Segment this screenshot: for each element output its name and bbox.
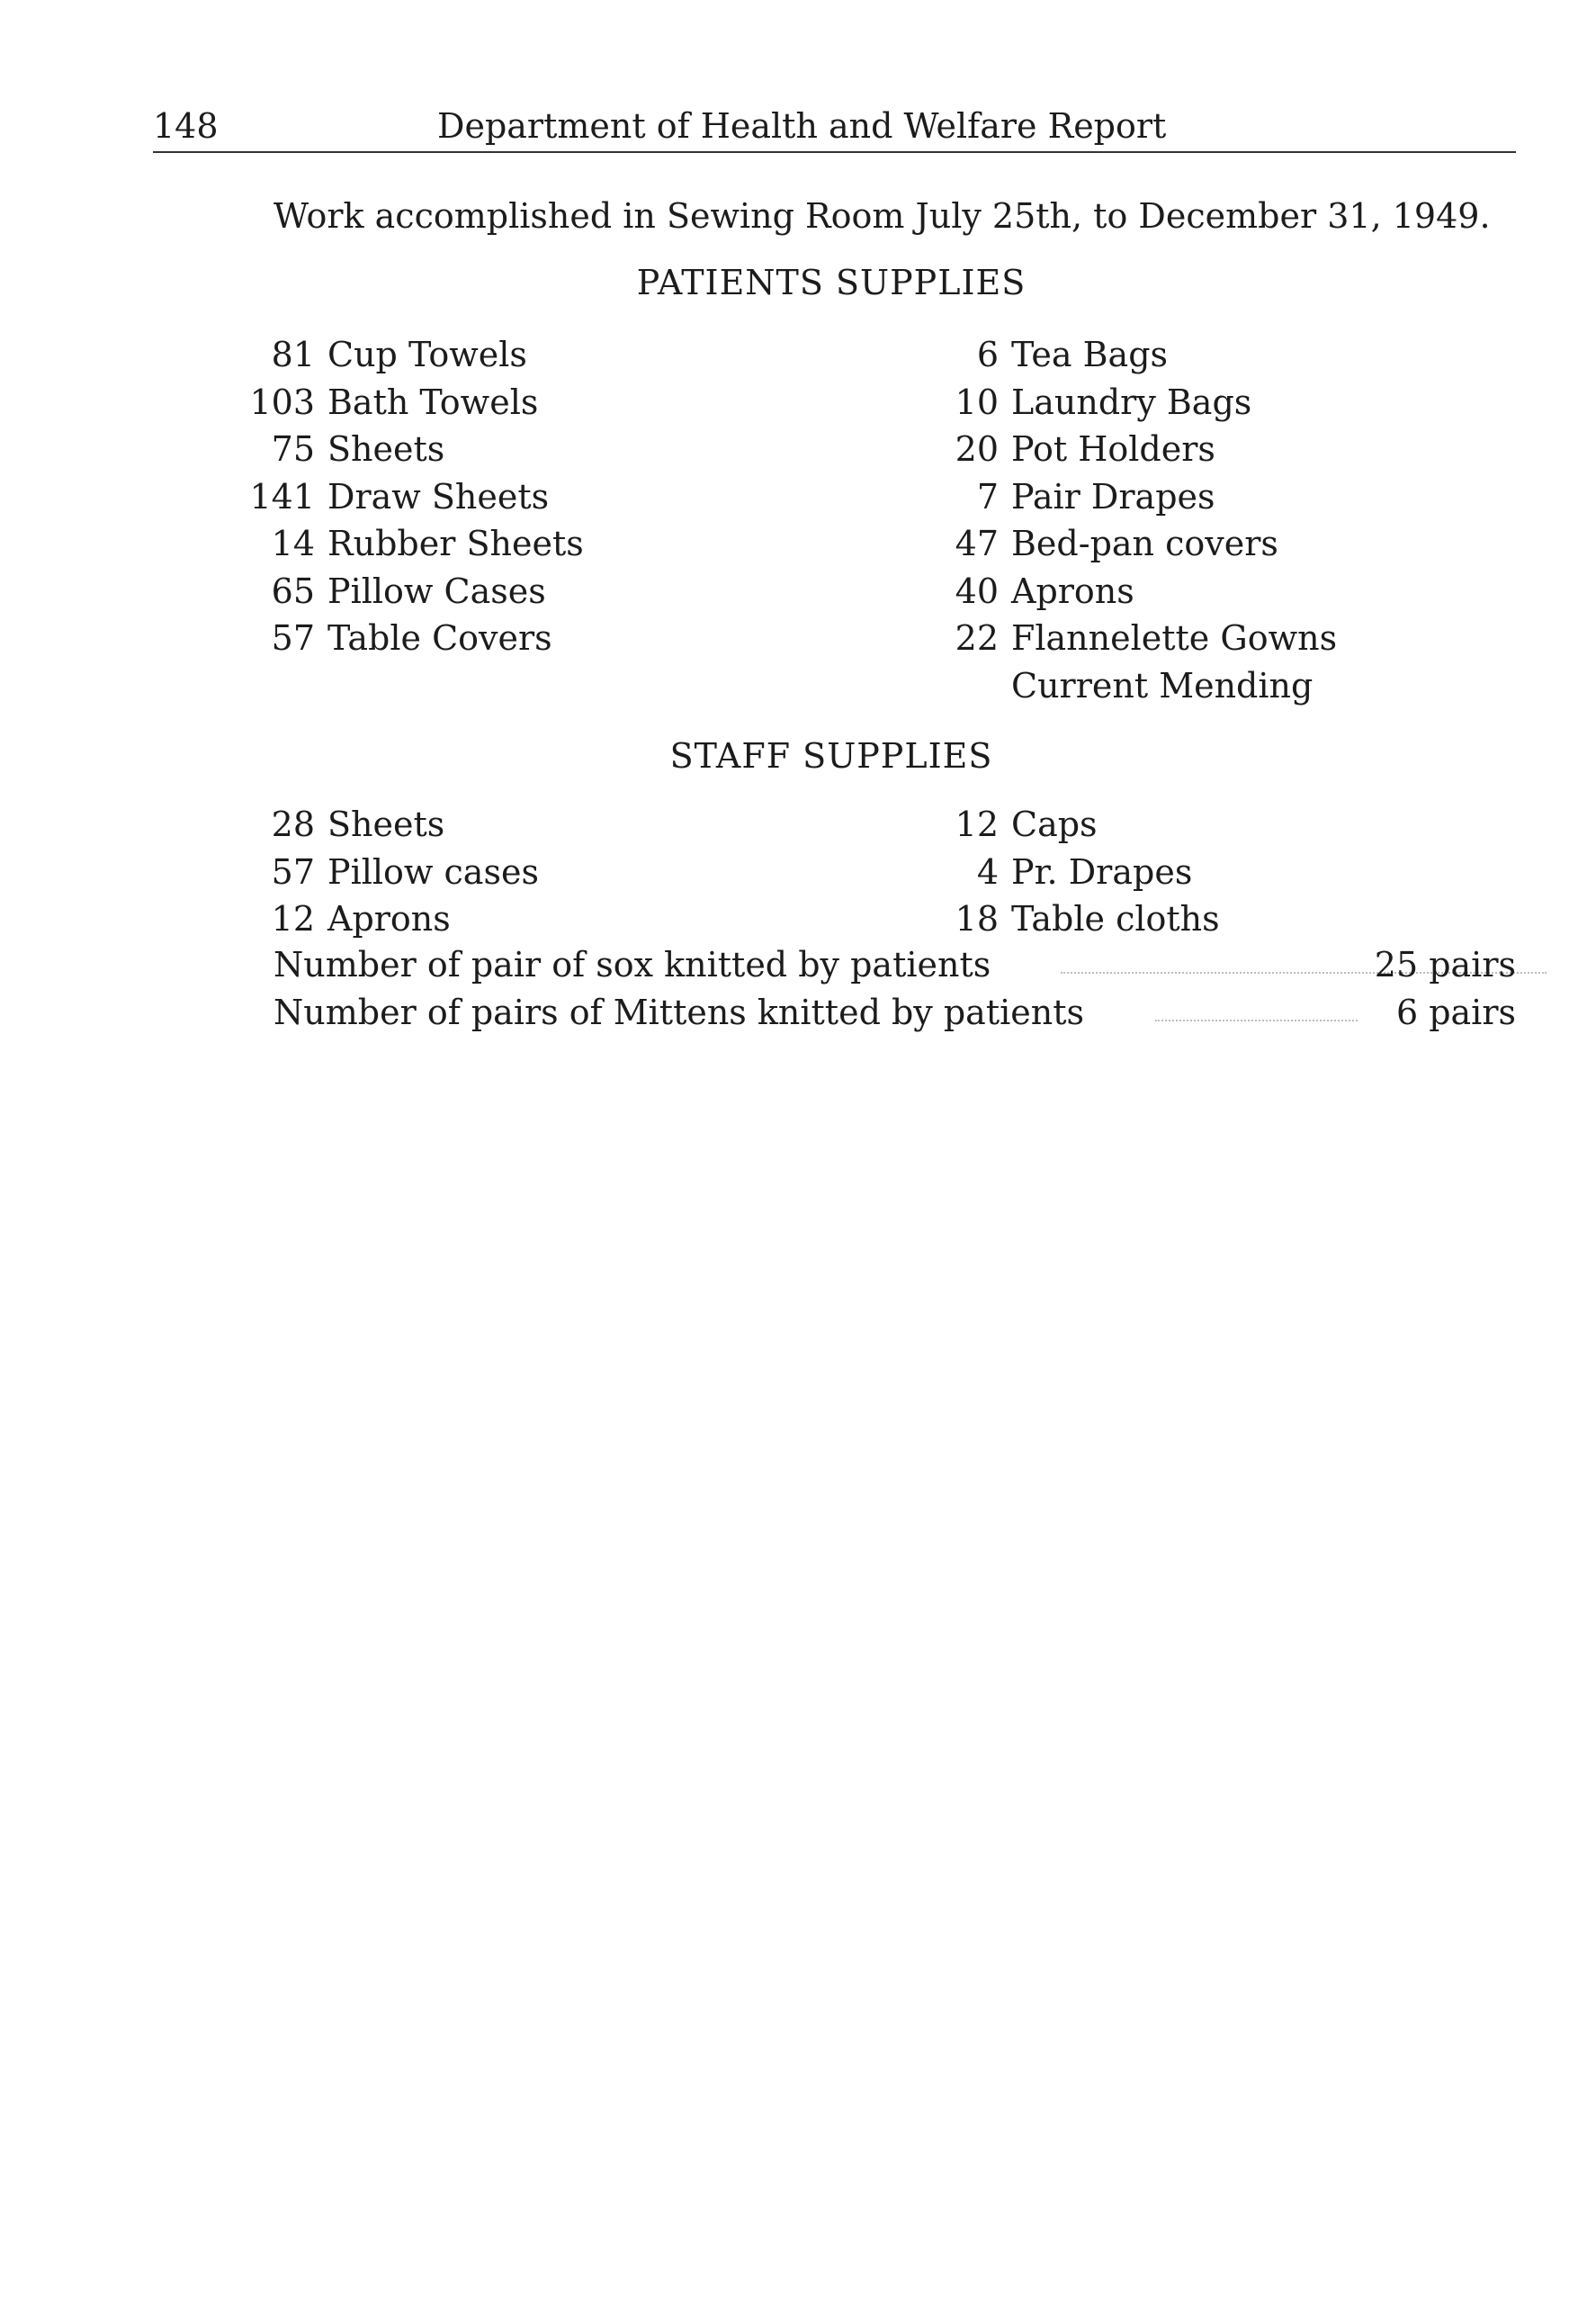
knitting-label: Number of pairs of Mittens knitted by patients [273,992,1084,1032]
item-name: Flannelette Gowns [1011,618,1338,658]
list-item [927,568,1466,616]
item-quantity: 57 [271,618,315,658]
header-rule [153,151,1516,153]
dot-leader [1155,1020,1358,1021]
list-item [927,801,1466,849]
item-quantity: 18 [955,899,999,939]
item-quantity: 4 [976,851,999,892]
item-name: Table cloths [1011,899,1220,939]
item-quantity: 40 [955,571,999,611]
list-item [927,895,1466,943]
current-mending-note: Current Mending [1011,665,1314,706]
list-item [243,426,693,473]
staff-supplies-heading: STAFF SUPPLIES [669,736,993,776]
list-item [243,895,693,943]
staff-supplies-left-list [243,801,693,943]
item-name: Pot Holders [1011,429,1215,469]
item-name: Rubber Sheets [327,524,584,563]
item-name: Bed-pan covers [1011,524,1278,563]
item-name: Pillow cases [327,851,539,892]
knitting-summary [273,941,1516,1036]
knitting-count: 25 pairs [1374,945,1516,985]
list-item [927,520,1466,568]
item-name: Aprons [327,899,451,939]
list-item [243,331,693,379]
item-quantity: 141 [249,476,315,517]
item-name: Caps [1011,805,1098,844]
item-name: Aprons [1011,571,1134,611]
item-name: Pr. Drapes [1011,851,1193,892]
item-name: Sheets [327,805,445,844]
patients-supplies-left-list [243,331,693,662]
list-item [927,615,1466,662]
page-header [153,101,1516,151]
item-quantity: 12 [955,805,999,844]
item-quantity: 81 [271,335,315,374]
list-item [927,331,1466,379]
knitting-count: 6 pairs [1395,992,1516,1032]
item-quantity: 22 [955,618,999,658]
knitting-label: Number of pair of sox knitted by patients [273,945,991,985]
list-item [243,568,693,616]
item-quantity: 75 [271,429,315,469]
item-name: Pillow Cases [327,571,546,611]
page-number: 148 [153,106,219,146]
item-name: Table Covers [327,618,552,658]
staff-supplies-right-list [927,801,1466,943]
item-name: Pair Drapes [1011,476,1215,517]
item-quantity: 103 [249,382,315,422]
list-item-note [927,662,1466,710]
list-item [243,379,693,427]
list-item [243,520,693,568]
list-item [927,849,1466,896]
list-item [243,849,693,896]
item-name: Bath Towels [327,382,539,422]
item-quantity: 6 [976,335,999,374]
knitting-row-sox [273,941,1516,989]
item-quantity: 12 [271,899,315,939]
running-title: Department of Health and Welfare Report [437,106,1167,146]
item-quantity: 10 [955,382,999,422]
item-quantity: 47 [955,524,999,563]
intro-line: Work accomplished in Sewing Room July 25th, to December 31, 1949. [273,196,1491,236]
list-item [927,473,1466,521]
patients-supplies-right-list [927,331,1466,709]
item-name: Draw Sheets [327,476,550,517]
list-item [243,473,693,521]
list-item [243,801,693,849]
item-quantity: 7 [976,476,999,517]
item-name: Tea Bags [1011,335,1169,374]
list-item [927,379,1466,427]
knitting-row-mittens [273,989,1516,1037]
item-quantity: 28 [271,805,315,844]
item-quantity: 57 [271,851,315,892]
list-item [927,426,1466,473]
list-item [243,615,693,662]
item-name: Sheets [327,429,445,469]
patients-supplies-heading: PATIENTS SUPPLIES [636,263,1027,302]
item-quantity: 14 [271,524,315,563]
item-quantity: 65 [271,571,315,611]
item-quantity: 20 [955,429,999,469]
item-name: Laundry Bags [1011,382,1252,422]
item-name: Cup Towels [327,335,527,374]
